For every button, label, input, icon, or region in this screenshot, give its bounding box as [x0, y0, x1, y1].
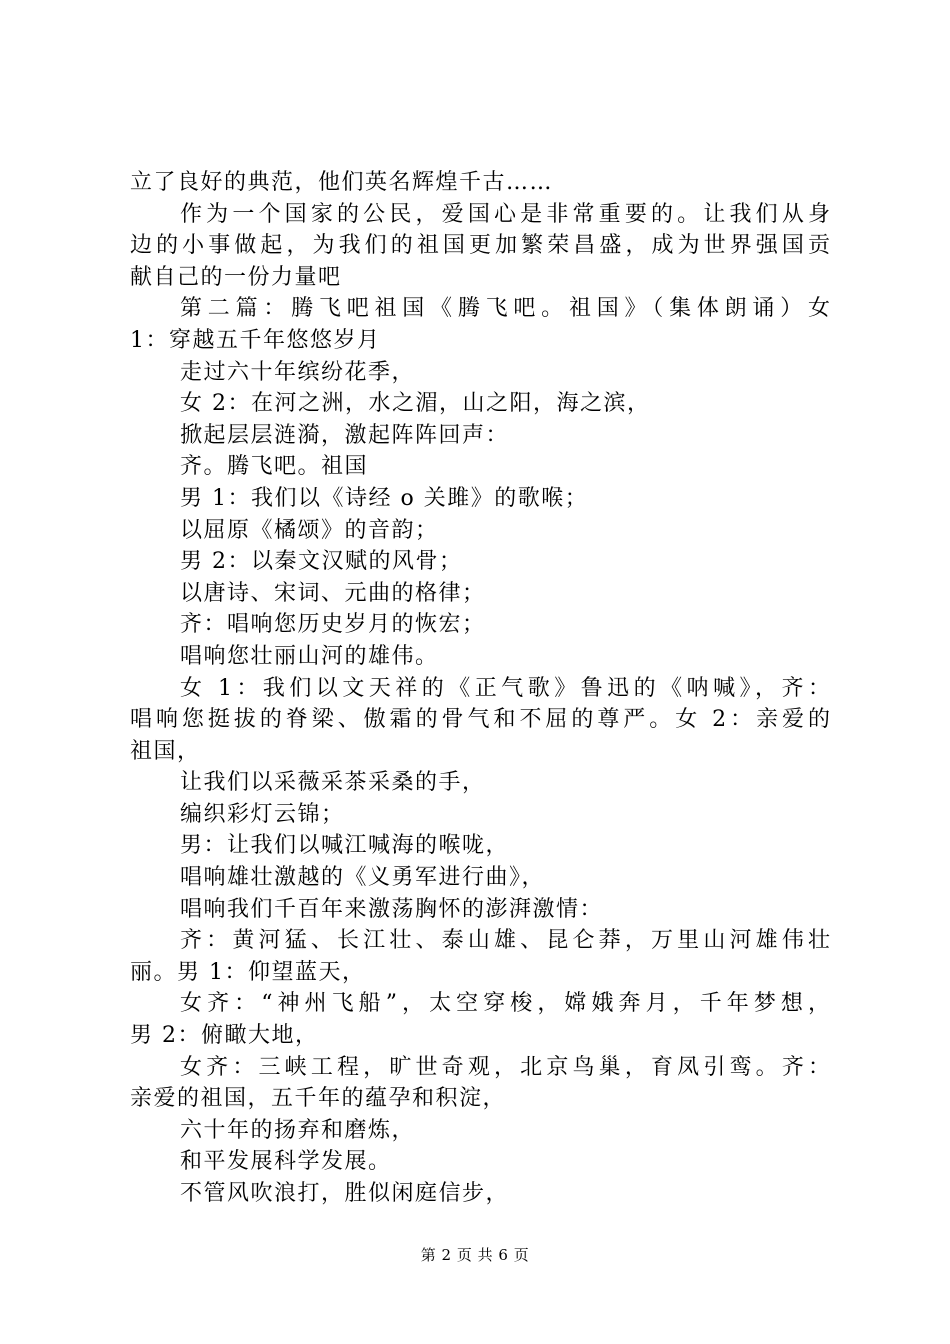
text-line: 齐：黄河猛、长江壮、泰山雄、昆仑莽，万里山河雄伟壮	[180, 928, 830, 954]
text-line: 祖国，	[130, 738, 201, 764]
text-line: 丽。男 1：仰望蓝天，	[130, 959, 366, 985]
section-heading-line: 第二篇：腾飞吧祖国《腾飞吧。祖国》（集体朗诵）女	[180, 296, 830, 322]
text-line: 献自己的一份力量吧	[130, 264, 342, 290]
text-line: 作为一个国家的公民，爱国心是非常重要的。让我们从身	[180, 201, 830, 227]
text-line: 女 1：我们以文天祥的《正气歌》鲁迅的《呐喊》，齐：	[180, 675, 830, 701]
document-body	[130, 167, 830, 1210]
text-line: 男 1：我们以《诗经 o 关雎》的歌喉；	[180, 485, 589, 511]
text-line: 男 2：以秦文汉赋的风骨；	[180, 549, 463, 575]
page-footer: 第 2 页 共 6 页	[420, 1246, 530, 1264]
text-line: 边的小事做起，为我们的祖国更加繁荣昌盛，成为世界强国贡	[130, 233, 830, 259]
text-line: 唱响您挺拔的脊梁、傲霜的骨气和不屈的尊严。女 2：亲爱的	[130, 707, 830, 733]
text-line: 和平发展科学发展。	[180, 1149, 392, 1175]
text-line: 唱响我们千百年来激荡胸怀的澎湃激情：	[180, 896, 604, 922]
text-line: 女齐：三峡工程，旷世奇观，北京鸟巢，育凤引鸾。齐：	[180, 1054, 830, 1080]
text-line: 唱响雄壮激越的《义勇军进行曲》，	[180, 865, 546, 891]
text-line: 立了良好的典范，他们英名辉煌千古……	[130, 170, 554, 195]
text-line: 女 2：在河之洲，水之湄，山之阳，海之滨，	[180, 391, 651, 417]
text-line: 亲爱的祖国，五千年的蕴孕和积淀，	[130, 1086, 507, 1112]
text-line: 齐：唱响您历史岁月的恢宏；	[180, 612, 486, 638]
text-line: 唱响您壮丽山河的雄伟。	[180, 643, 439, 669]
text-line: 编织彩灯云锦；	[180, 801, 345, 827]
text-line: 掀起层层涟漪，激起阵阵回声：	[180, 422, 510, 448]
text-line: 1：穿越五千年悠悠岁月	[130, 327, 381, 353]
text-line: 齐。腾飞吧。祖国	[180, 454, 369, 480]
text-line: 六十年的扬弃和磨炼，	[180, 1117, 416, 1143]
text-line: 不管风吹浪打，胜似闲庭信步，	[180, 1181, 510, 1206]
text-line: 以屈原《橘颂》的音韵；	[180, 517, 439, 543]
text-line: 以唐诗、宋词、元曲的格律；	[180, 580, 486, 606]
text-line: 男 2：俯瞰大地，	[130, 1023, 319, 1049]
text-line: 男：让我们以喊江喊海的喉咙，	[180, 833, 510, 859]
text-line: 让我们以采薇采茶采桑的手，	[180, 770, 486, 796]
text-line: 走过六十年缤纷花季，	[180, 359, 416, 385]
text-line: 女齐：“神州飞船”，太空穿梭，嫦娥奔月，千年梦想，	[180, 991, 830, 1017]
